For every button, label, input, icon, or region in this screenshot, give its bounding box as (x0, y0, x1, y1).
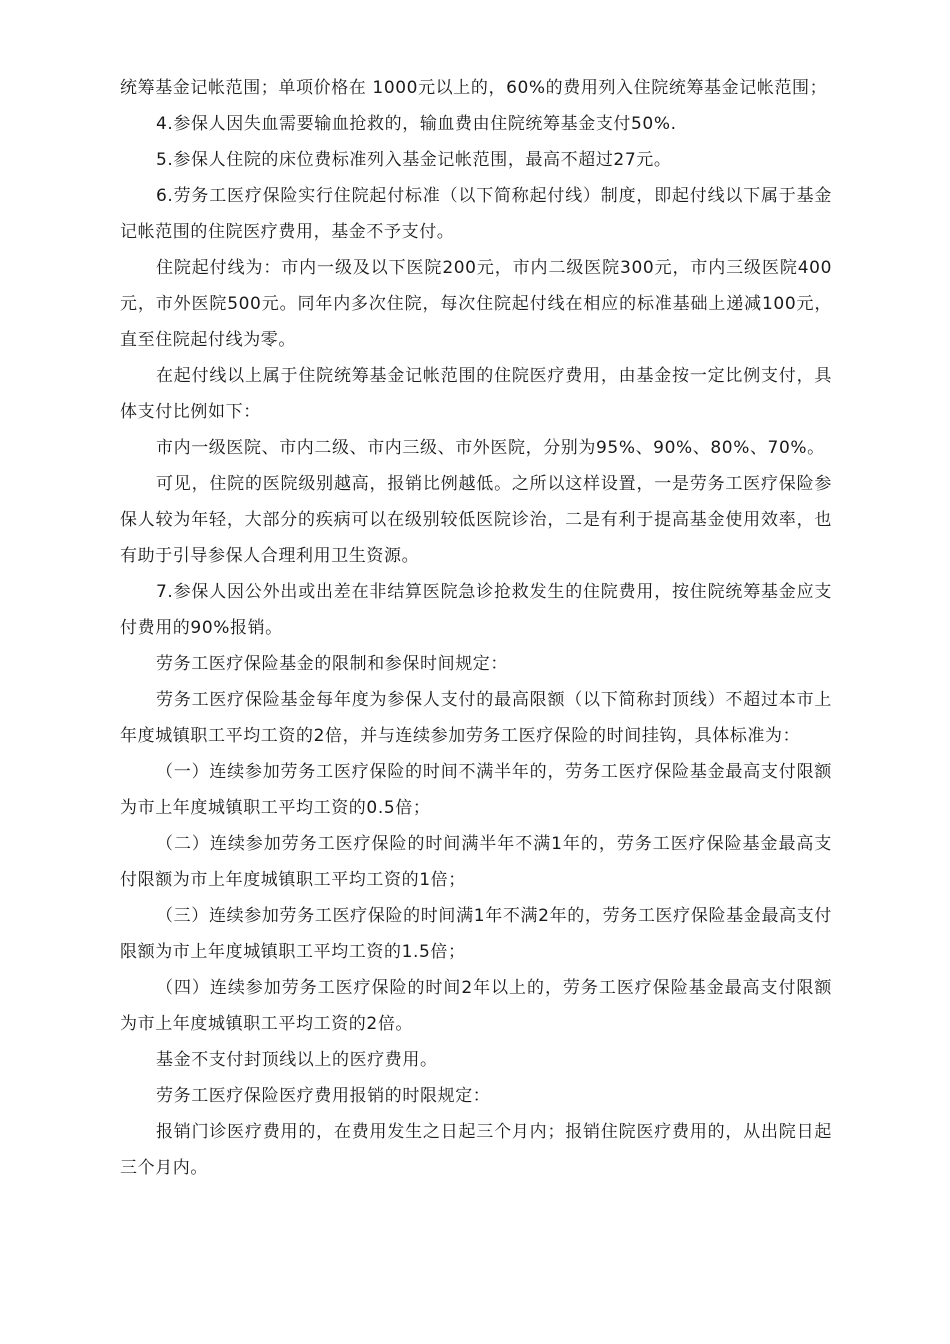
paragraph-continuation: 统筹基金记帐范围；单项价格在 1000元以上的，60%的费用列入住院统筹基金记帐范围； (120, 78, 828, 98)
document-body (120, 70, 832, 1186)
paragraph-reimbursement-heading: 劳务工医疗保险医疗费用报销的时限规定： (156, 1086, 491, 1106)
paragraph-limit-2: （二）连续参加劳务工医疗保险的时间满半年不满1年的，劳务工医疗保险基金最高支付限额为市上年度城镇职工平均工资的1倍； (120, 834, 832, 890)
paragraph-limit-3: （三）连续参加劳务工医疗保险的时间满1年不满2年的，劳务工医疗保险基金最高支付限额为市上年度城镇职工平均工资的1.5倍； (120, 906, 832, 962)
paragraph-explanation: 可见，住院的医院级别越高，报销比例越低。之所以这样设置，一是劳务工医疗保险参保人较为年轻，大部分的疾病可以在级别较低医院诊治，二是有利于提高基金使用效率，也有助于引导参保人合理利用卫生资源。 (120, 474, 832, 566)
paragraph-payment-ratio-intro: 在起付线以上属于住院统筹基金记帐范围的住院医疗费用，由基金按一定比例支付，具体支付比例如下： (120, 366, 832, 422)
paragraph-payment-ratios: 市内一级医院、市内二级、市内三级、市外医院，分别为95%、90%、80%、70%。 (156, 438, 825, 458)
paragraph-item-5: 5.参保人住院的床位费标准列入基金记帐范围，最高不超过27元。 (156, 150, 672, 170)
paragraph-fund-limit-heading: 劳务工医疗保险基金的限制和参保时间规定： (156, 654, 508, 674)
paragraph-item-6: 6.劳务工医疗保险实行住院起付标准（以下简称起付线）制度，即起付线以下属于基金记帐范围的住院医疗费用，基金不予支付。 (120, 186, 832, 242)
paragraph-item-7: 7.参保人因公外出或出差在非结算医院急诊抢救发生的住院费用，按住院统筹基金应支付费用的90%报销。 (120, 582, 832, 638)
paragraph-limit-1: （一）连续参加劳务工医疗保险的时间不满半年的，劳务工医疗保险基金最高支付限额为市上年度城镇职工平均工资的0.5倍； (120, 762, 832, 818)
paragraph-limit-4: （四）连续参加劳务工医疗保险的时间2年以上的，劳务工医疗保险基金最高支付限额为市上年度城镇职工平均工资的2倍。 (120, 978, 832, 1034)
paragraph-cap-line: 劳务工医疗保险基金每年度为参保人支付的最高限额（以下简称封顶线）不超过本市上年度城镇职工平均工资的2倍，并与连续参加劳务工医疗保险的时间挂钩，具体标准为： (120, 690, 832, 746)
paragraph-deductible-levels: 住院起付线为：市内一级及以下医院200元，市内二级医院300元，市内三级医院400元，市外医院500元。同年内多次住院，每次住院起付线在相应的标准基础上递减100元，直至住院起付线为零。 (120, 258, 832, 350)
paragraph-reimbursement-deadline: 报销门诊医疗费用的，在费用发生之日起三个月内；报销住院医疗费用的，从出院日起三个月内。 (120, 1122, 832, 1178)
paragraph-no-cap-payment: 基金不支付封顶线以上的医疗费用。 (156, 1050, 438, 1070)
paragraph-item-4: 4.参保人因失血需要输血抢救的，输血费由住院统筹基金支付50%. (156, 114, 677, 134)
